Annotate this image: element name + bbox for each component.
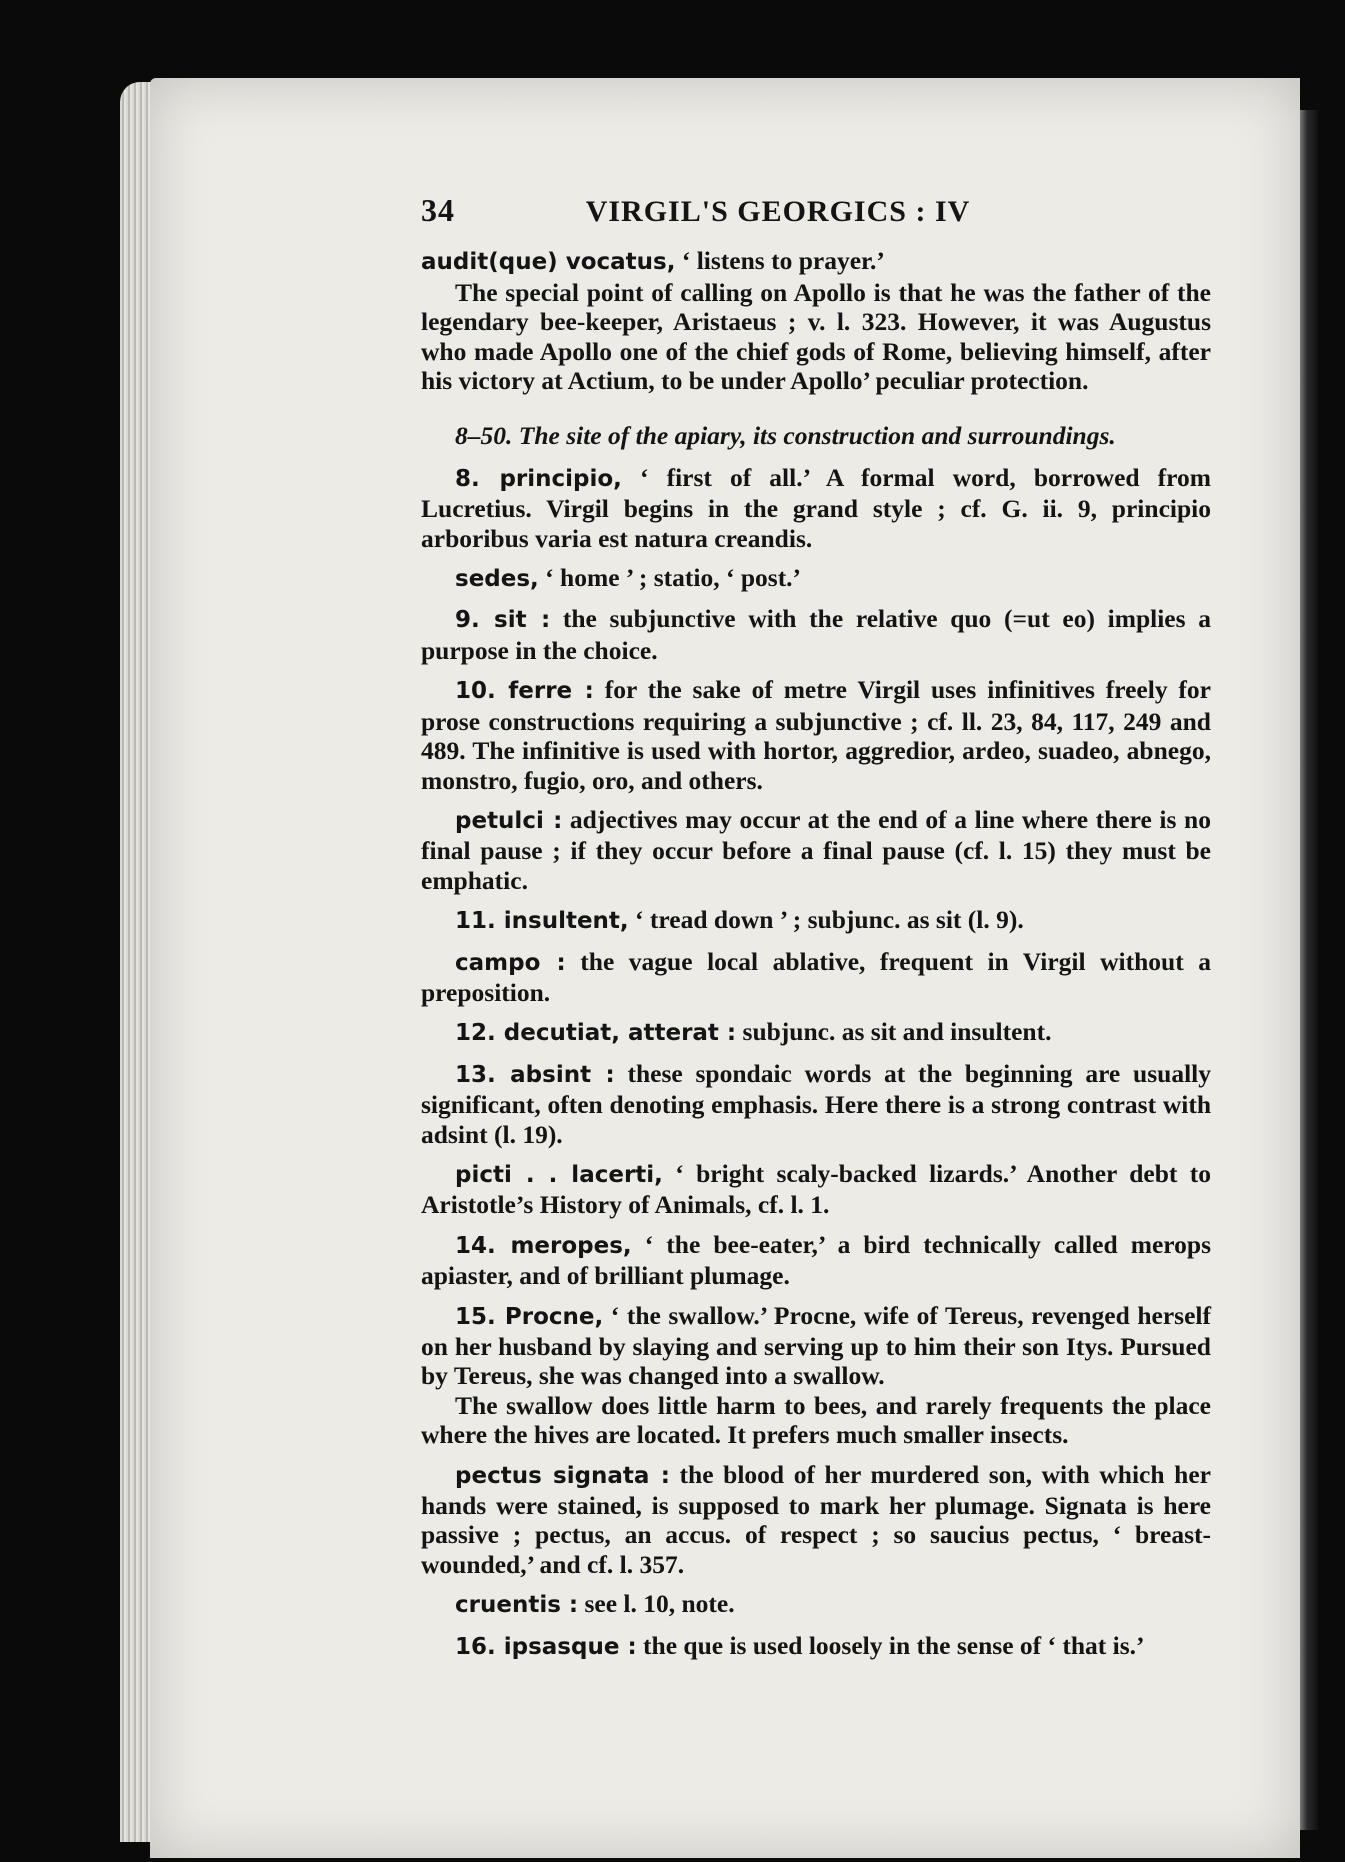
- note-text: these spondaic words at the beginning are usually significant, often denoting emphasis. Here there is a strong contrast with adsint (l. 19).: [421, 1058, 1211, 1149]
- note-15-continued: [421, 1391, 1211, 1450]
- running-title: VIRGIL'S GEORGICS : IV: [585, 195, 971, 228]
- note-15: [421, 1301, 1211, 1391]
- note-auditque: [421, 246, 1211, 277]
- lemma: sedes,: [455, 566, 539, 593]
- lemma: 9. sit :: [455, 607, 551, 634]
- lemma: picti . . lacerti,: [455, 1161, 663, 1188]
- lemma: 15. Procne,: [455, 1303, 604, 1330]
- note-cruentis: [421, 1589, 1211, 1620]
- note-text: the que is used loosely in the sense of ‘ that is.’: [636, 1630, 1145, 1660]
- lemma: petulci :: [455, 807, 563, 834]
- note-pectus-signata: [421, 1460, 1211, 1580]
- note-text: ‘ tread down ’ ; subjunc. as sit (l. 9).: [628, 905, 1024, 935]
- page-content: [421, 192, 1212, 1672]
- note-text: for the sake of metre Virgil uses infinitives freely for prose constructions requiring a subjunctive ; cf. ll. 23, 84, 117, 249 and 489. The infinitive is used with hortor, aggredior, ardeo, suadeo, abnego, monstro, fugio, oro, and others.: [421, 675, 1211, 795]
- note-16: [421, 1631, 1211, 1662]
- lemma: 16. ipsasque :: [455, 1633, 637, 1660]
- note-text: the subjunctive with the relative quo (=ut eo) implies a purpose in the choice.: [421, 604, 1211, 665]
- note-9: [421, 604, 1211, 665]
- lemma: 11. insultent,: [455, 908, 629, 935]
- lemma: 13. absint :: [455, 1061, 615, 1088]
- note-14: [421, 1230, 1211, 1291]
- lemma: 10. ferre :: [455, 678, 594, 705]
- lemma: 12. decutiat, atterat :: [455, 1020, 737, 1047]
- note-petulci: [421, 805, 1211, 895]
- section-heading: 8–50. The site of the apiary, its construction and surroundings.: [455, 421, 1116, 451]
- note-text: subjunc. as sit and insultent.: [736, 1017, 1052, 1047]
- note-text: ‘ listens to prayer.’: [675, 246, 885, 276]
- note-text: see l. 10, note.: [578, 1589, 735, 1619]
- note-special-point: [421, 278, 1211, 396]
- note-11: [421, 905, 1211, 936]
- note-campo: [421, 947, 1211, 1008]
- lemma: campo :: [455, 949, 566, 976]
- note-8: [421, 463, 1211, 553]
- note-text: ‘ bright scaly-backed lizards.’ Another debt to Aristotle’s History of Animals, cf. l. 1.: [421, 1158, 1212, 1220]
- book-gutter-shadow: [1300, 110, 1318, 1830]
- note-text: adjectives may occur at the end of a line where there is no final pause ; if they occur before a final pause (cf. l. 15) they must be emphatic.: [421, 804, 1211, 895]
- note-text: ‘ the bee-eater,’ a bird technically called merops apiaster, and of brilliant plumage.: [421, 1229, 1211, 1291]
- note-text: ‘ the swallow.’ Procne, wife of Tereus, revenged herself on her husband by slaying and serving up to him their son Itys. Pursued by Tereus, she was changed into a swallow.: [421, 1300, 1211, 1391]
- page-number: 34: [421, 192, 455, 228]
- lemma: 14. meropes,: [455, 1232, 632, 1259]
- note-text: The swallow does little harm to bees, and rarely frequents the place where the hives are located. It prefers much smaller insects.: [421, 1390, 1211, 1450]
- note-text: ‘ first of all.’ A formal word, borrowed from Lucretius. Virgil begins in the grand style ; cf. G. ii. 9, principio arboribus varia est natura creandis.: [421, 462, 1212, 553]
- note-sedes: [421, 563, 1211, 594]
- lemma: 8. principio,: [455, 465, 622, 492]
- running-head: [421, 192, 1211, 228]
- note-13: [421, 1059, 1211, 1149]
- lemma: cruentis :: [455, 1592, 579, 1619]
- note-text: The special point of calling on Apollo is that he was the father of the legendary bee-keeper, Aristaeus ; v. l. 323. However, it was Augustus who made Apollo one of the chief gods of Rome, believing himself, after his victory at Actium, to be under Apollo’ peculiar protection.: [421, 277, 1211, 396]
- note-text: the blood of her murdered son, with which her hands were stained, is supposed to mark her plumage. Signata is here passive ; pectus, an accus. of respect ; so saucius pectus, ‘ breast-wounded,’ and cf. l. 357.: [421, 1459, 1211, 1579]
- note-10: [421, 675, 1211, 795]
- note-picti: [421, 1159, 1211, 1220]
- lemma: audit(que) vocatus,: [421, 249, 676, 276]
- note-text: the vague local ablative, frequent in Virgil without a preposition.: [421, 946, 1211, 1007]
- note-text: ‘ home ’ ; statio, ‘ post.’: [538, 563, 802, 593]
- lemma: pectus signata :: [455, 1462, 670, 1489]
- note-12: [421, 1017, 1211, 1048]
